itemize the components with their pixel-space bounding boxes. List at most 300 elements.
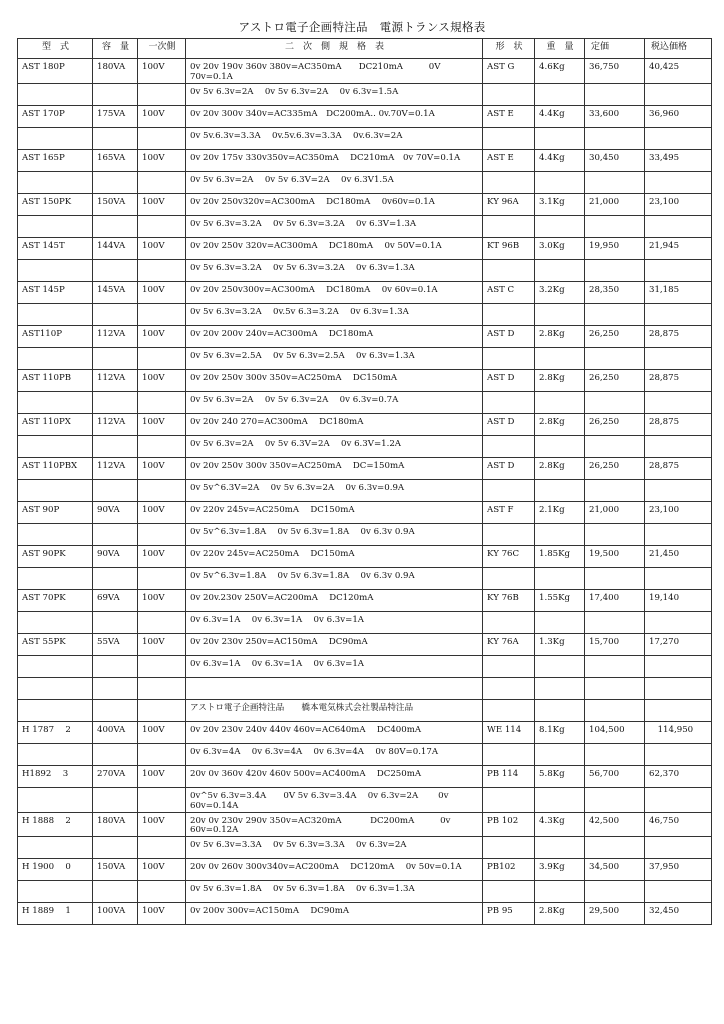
capacity-cell: 100VA (93, 903, 138, 925)
capacity-cell: 270VA (93, 765, 138, 787)
capacity-cell: 144VA (93, 237, 138, 259)
price-cell: 33,600 (585, 105, 645, 127)
primary-cell: 100V (138, 812, 186, 837)
model-cell: AST 70PK (18, 589, 93, 611)
model-cell (18, 523, 93, 545)
weight-cell: 1.55Kg (535, 589, 585, 611)
tax-price-cell (645, 787, 712, 812)
shape-cell: WE 114 (483, 721, 535, 743)
primary-cell (138, 699, 186, 721)
spec-text: 0v 5v^6.3v=1.8A 0v 5v 6.3v=1.8A 0v 6.3v 0.9A (190, 526, 415, 537)
price-cell: 28,350 (585, 281, 645, 303)
header-primary: 一次側 (138, 39, 186, 59)
shape-cell: AST D (483, 325, 535, 347)
capacity-cell: 90VA (93, 545, 138, 567)
spec-text: 0v 20v.230v 250V=AC200mA DC120mA (190, 592, 374, 603)
table-row (18, 523, 712, 545)
table-row (18, 611, 712, 633)
header-capacity: 容 量 (93, 39, 138, 59)
tax-price-cell (645, 435, 712, 457)
shape-cell: AST G (483, 59, 535, 84)
model-cell: AST 180P (18, 59, 93, 84)
tax-price-cell (645, 127, 712, 149)
shape-cell: PB 102 (483, 812, 535, 837)
primary-cell (138, 347, 186, 369)
table-row (18, 215, 712, 237)
capacity-cell (93, 837, 138, 859)
spec-text: 0v 5v 6.3v=2A 0v 5v 6.3v=2A 0v 6.3v=1.5A (190, 86, 399, 97)
capacity-cell: 112VA (93, 413, 138, 435)
shape-cell: PB102 (483, 859, 535, 881)
shape-cell: AST C (483, 281, 535, 303)
weight-cell (535, 743, 585, 765)
primary-cell (138, 303, 186, 325)
capacity-cell (93, 435, 138, 457)
capacity-cell: 400VA (93, 721, 138, 743)
table-row (18, 859, 712, 881)
primary-cell (138, 837, 186, 859)
price-cell (585, 567, 645, 589)
shape-cell (483, 391, 535, 413)
tax-price-cell (645, 655, 712, 677)
price-cell (585, 479, 645, 501)
capacity-cell (93, 677, 138, 699)
weight-cell: 2.8Kg (535, 325, 585, 347)
capacity-cell: 69VA (93, 589, 138, 611)
weight-cell (535, 787, 585, 812)
header-price: 定価 (585, 39, 645, 59)
spec-cell (186, 457, 483, 479)
tax-price-cell: 28,875 (645, 457, 712, 479)
model-cell: AST 150PK (18, 193, 93, 215)
model-cell: AST 55PK (18, 633, 93, 655)
table-row (18, 303, 712, 325)
price-cell: 26,250 (585, 413, 645, 435)
shape-cell (483, 435, 535, 457)
table-row (18, 391, 712, 413)
tax-price-cell: 114,950 (645, 721, 712, 743)
shape-cell (483, 523, 535, 545)
spec-text: 0v 220v 245v=AC250mA DC150mA (190, 504, 355, 515)
shape-cell: AST E (483, 149, 535, 171)
price-cell: 15,700 (585, 633, 645, 655)
price-cell: 26,250 (585, 457, 645, 479)
price-cell (585, 215, 645, 237)
spec-text: 20v 0v 230v 290v 350v=AC320mA DC200mA 0v 60v=0.12A (190, 815, 451, 836)
table-row (18, 837, 712, 859)
shape-cell (483, 303, 535, 325)
model-cell (18, 391, 93, 413)
table-row (18, 347, 712, 369)
header-weight: 重 量 (535, 39, 585, 59)
shape-cell: AST E (483, 105, 535, 127)
primary-cell: 100V (138, 545, 186, 567)
table-row (18, 479, 712, 501)
spec-text: 0v 5v 6.3v=1.8A 0v 5v 6.3v=1.8A 0v 6.3v=1.3A (190, 884, 415, 895)
price-cell: 36,750 (585, 59, 645, 84)
primary-cell (138, 479, 186, 501)
model-cell (18, 171, 93, 193)
price-cell: 30,450 (585, 149, 645, 171)
spec-text: 0v 5v 6.3v=2A 0v 5v 6.3V=2A 0v 6.3V=1.2A (190, 438, 402, 449)
tax-price-cell (645, 523, 712, 545)
spec-cell (186, 881, 483, 903)
weight-cell (535, 215, 585, 237)
spec-cell (186, 347, 483, 369)
primary-cell: 100V (138, 325, 186, 347)
price-cell (585, 611, 645, 633)
spec-text: 0v 20v 175v 330v350v=AC350mA DC210mA 0v 70V=0.1A (190, 152, 461, 163)
capacity-cell (93, 655, 138, 677)
spec-text: 0v 20v 250v 320v=AC300mA DC180mA 0v 50V=0.1A (190, 240, 442, 251)
weight-cell (535, 171, 585, 193)
primary-cell (138, 435, 186, 457)
spec-cell (186, 501, 483, 523)
tax-price-cell (645, 881, 712, 903)
shape-cell (483, 677, 535, 699)
weight-cell: 2.8Kg (535, 413, 585, 435)
primary-cell: 100V (138, 457, 186, 479)
shape-cell (483, 611, 535, 633)
weight-cell (535, 655, 585, 677)
primary-cell (138, 743, 186, 765)
table-row (18, 655, 712, 677)
weight-cell (535, 479, 585, 501)
spec-cell (186, 127, 483, 149)
weight-cell (535, 611, 585, 633)
table-row (18, 127, 712, 149)
spec-text: 0v 20v 250v300v=AC300mA DC180mA 0v 60v=0.1A (190, 284, 438, 295)
table-row (18, 633, 712, 655)
price-cell: 21,000 (585, 193, 645, 215)
tax-price-cell (645, 259, 712, 281)
tax-price-cell: 33,495 (645, 149, 712, 171)
spec-cell (186, 479, 483, 501)
weight-cell: 4.3Kg (535, 812, 585, 837)
capacity-cell: 112VA (93, 369, 138, 391)
tax-price-cell: 28,875 (645, 369, 712, 391)
spec-text: 0v 20v 250v320v=AC300mA DC180mA 0v60v=0.1A (190, 196, 435, 207)
weight-cell (535, 837, 585, 859)
spec-text: 0v 5v^6.3v=1.8A 0v 5v 6.3v=1.8A 0v 6.3v 0.9A (190, 570, 415, 581)
capacity-cell: 150VA (93, 193, 138, 215)
weight-cell (535, 881, 585, 903)
capacity-cell (93, 523, 138, 545)
spec-cell (186, 523, 483, 545)
weight-cell: 1.3Kg (535, 633, 585, 655)
weight-cell: 3.9Kg (535, 859, 585, 881)
header-tax-price: 税込価格 (645, 39, 712, 59)
primary-cell (138, 881, 186, 903)
price-cell (585, 881, 645, 903)
header-shape: 形 状 (483, 39, 535, 59)
shape-cell (483, 787, 535, 812)
weight-cell (535, 127, 585, 149)
table-row (18, 259, 712, 281)
shape-cell (483, 479, 535, 501)
table-row (18, 903, 712, 925)
capacity-cell (93, 171, 138, 193)
spec-cell (186, 59, 483, 84)
model-cell (18, 479, 93, 501)
spec-cell (186, 677, 483, 699)
table-row (18, 193, 712, 215)
shape-cell (483, 171, 535, 193)
capacity-cell: 55VA (93, 633, 138, 655)
spec-text: 0v 20v 300v 340v=AC335mA DC200mA.. 0v.70V=0.1A (190, 108, 435, 119)
table-row (18, 281, 712, 303)
spec-text: 0v 5v 6.3v=2.5A 0v 5v 6.3v=2.5A 0v 6.3v=1.3A (190, 350, 415, 361)
weight-cell (535, 523, 585, 545)
table-row (18, 105, 712, 127)
capacity-cell: 112VA (93, 457, 138, 479)
tax-price-cell (645, 303, 712, 325)
spec-text: 0v 6.3v=1A 0v 6.3v=1A 0v 6.3v=1A (190, 658, 365, 669)
spec-cell (186, 743, 483, 765)
model-cell (18, 787, 93, 812)
table-body (18, 59, 712, 925)
table-row (18, 545, 712, 567)
capacity-cell: 175VA (93, 105, 138, 127)
primary-cell: 100V (138, 413, 186, 435)
tax-price-cell: 23,100 (645, 193, 712, 215)
weight-cell: 3.2Kg (535, 281, 585, 303)
spec-cell (186, 545, 483, 567)
shape-cell: AST D (483, 457, 535, 479)
spec-text: 0v 20v 250v 300v 350v=AC250mA DC150mA (190, 372, 398, 383)
weight-cell (535, 83, 585, 105)
primary-cell (138, 787, 186, 812)
weight-cell: 8.1Kg (535, 721, 585, 743)
shape-cell: PB 95 (483, 903, 535, 925)
price-cell (585, 303, 645, 325)
spec-cell (186, 83, 483, 105)
primary-cell (138, 523, 186, 545)
table-row (18, 149, 712, 171)
shape-cell (483, 259, 535, 281)
price-cell (585, 699, 645, 721)
model-cell (18, 611, 93, 633)
price-cell: 56,700 (585, 765, 645, 787)
table-row (18, 457, 712, 479)
model-cell: AST 165P (18, 149, 93, 171)
spec-cell (186, 413, 483, 435)
spec-text: 20v 0v 260v 300v340v=AC200mA DC120mA 0v 50v=0.1A (190, 862, 462, 873)
shape-cell: KT 96B (483, 237, 535, 259)
weight-cell (535, 435, 585, 457)
spec-text: 0v^5v 6.3v=3.4A 0V 5v 6.3v=3.4A 0v 6.3v=2A 0v 60v=0.14A (190, 790, 449, 811)
tax-price-cell: 32,450 (645, 903, 712, 925)
tax-price-cell (645, 743, 712, 765)
primary-cell (138, 83, 186, 105)
table-row (18, 59, 712, 84)
price-cell (585, 83, 645, 105)
spec-text: 0v 5v 6.3v=2A 0v 5v 6.3V=2A 0v 6.3V1.5A (190, 174, 394, 185)
weight-cell (535, 699, 585, 721)
spec-cell (186, 655, 483, 677)
table-row (18, 699, 712, 721)
weight-cell (535, 259, 585, 281)
capacity-cell (93, 743, 138, 765)
weight-cell: 2.1Kg (535, 501, 585, 523)
weight-cell: 5.8Kg (535, 765, 585, 787)
capacity-cell (93, 83, 138, 105)
model-cell: AST 145P (18, 281, 93, 303)
spec-cell (186, 171, 483, 193)
model-cell (18, 567, 93, 589)
price-cell (585, 347, 645, 369)
model-cell (18, 655, 93, 677)
table-row (18, 567, 712, 589)
capacity-cell: 150VA (93, 859, 138, 881)
spec-cell (186, 812, 483, 837)
primary-cell: 100V (138, 59, 186, 84)
capacity-cell (93, 303, 138, 325)
capacity-cell: 90VA (93, 501, 138, 523)
model-cell: H 1889 1 (18, 903, 93, 925)
table-row (18, 369, 712, 391)
spec-text: 0v 5v^6.3V=2A 0v 5v 6.3v=2A 0v 6.3v=0.9A (190, 482, 405, 493)
table-row (18, 881, 712, 903)
weight-cell (535, 677, 585, 699)
spec-cell (186, 325, 483, 347)
capacity-cell (93, 699, 138, 721)
model-cell: H1892 3 (18, 765, 93, 787)
shape-cell: PB 114 (483, 765, 535, 787)
spec-cell (186, 303, 483, 325)
tax-price-cell (645, 677, 712, 699)
price-cell: 34,500 (585, 859, 645, 881)
price-cell (585, 837, 645, 859)
tax-price-cell: 62,370 (645, 765, 712, 787)
primary-cell: 100V (138, 237, 186, 259)
tax-price-cell: 17,270 (645, 633, 712, 655)
price-cell (585, 435, 645, 457)
price-cell: 17,400 (585, 589, 645, 611)
model-cell (18, 699, 93, 721)
price-cell: 19,500 (585, 545, 645, 567)
spec-text: 0v 20v 230v 250v=AC150mA DC90mA (190, 636, 368, 647)
tax-price-cell: 19,140 (645, 589, 712, 611)
shape-cell: KY 76C (483, 545, 535, 567)
spec-text: 0v 6.3v=1A 0v 6.3v=1A 0v 6.3v=1A (190, 614, 365, 625)
tax-price-cell (645, 837, 712, 859)
tax-price-cell (645, 567, 712, 589)
primary-cell (138, 611, 186, 633)
price-cell (585, 677, 645, 699)
spec-text: 0v 220v 245v=AC250mA DC150mA (190, 548, 355, 559)
tax-price-cell (645, 391, 712, 413)
spec-cell (186, 391, 483, 413)
spec-text: 20v 0v 360v 420v 460v 500v=AC400mA DC250mA (190, 768, 422, 779)
shape-cell: AST F (483, 501, 535, 523)
primary-cell (138, 259, 186, 281)
shape-cell: KY 76A (483, 633, 535, 655)
spec-text: 0v 5v 6.3v=2A 0v 5v 6.3v=2A 0v 6.3v=0.7A (190, 394, 399, 405)
capacity-cell (93, 391, 138, 413)
shape-cell: AST D (483, 413, 535, 435)
primary-cell: 100V (138, 501, 186, 523)
weight-cell: 4.4Kg (535, 105, 585, 127)
table-row (18, 765, 712, 787)
table-row (18, 677, 712, 699)
weight-cell: 4.6Kg (535, 59, 585, 84)
spec-text: 0v 5v 6.3v=3.3A 0v 5v 6.3v=3.3A 0v 6.3v=2A (190, 840, 407, 851)
price-cell: 42,500 (585, 812, 645, 837)
price-cell: 19,950 (585, 237, 645, 259)
table-row (18, 589, 712, 611)
table-row (18, 721, 712, 743)
price-cell: 26,250 (585, 325, 645, 347)
header-model: 型 式 (18, 39, 93, 59)
shape-cell (483, 743, 535, 765)
shape-cell (483, 567, 535, 589)
model-cell: AST 110PBX (18, 457, 93, 479)
primary-cell (138, 677, 186, 699)
table-row (18, 325, 712, 347)
model-cell: AST 110PB (18, 369, 93, 391)
price-cell: 29,500 (585, 903, 645, 925)
tax-price-cell (645, 83, 712, 105)
price-cell (585, 743, 645, 765)
model-cell (18, 83, 93, 105)
weight-cell: 2.8Kg (535, 369, 585, 391)
model-cell (18, 303, 93, 325)
table-row (18, 413, 712, 435)
weight-cell: 2.8Kg (535, 903, 585, 925)
spec-text: 0v 5v.6.3v=3.3A 0v.5v.6.3v=3.3A 0v.6.3v=2A (190, 130, 403, 141)
price-cell (585, 171, 645, 193)
price-cell (585, 259, 645, 281)
capacity-cell: 180VA (93, 812, 138, 837)
capacity-cell (93, 787, 138, 812)
model-cell: H 1888 2 (18, 812, 93, 837)
capacity-cell (93, 881, 138, 903)
spec-text: 0v 5v 6.3v=3.2A 0v 5v 6.3v=3.2A 0v 6.3V=1.3A (190, 218, 417, 229)
capacity-cell: 112VA (93, 325, 138, 347)
weight-cell (535, 391, 585, 413)
capacity-cell (93, 611, 138, 633)
tax-price-cell: 46,750 (645, 812, 712, 837)
capacity-cell: 145VA (93, 281, 138, 303)
model-cell: AST 145T (18, 237, 93, 259)
weight-cell: 1.85Kg (535, 545, 585, 567)
spec-cell (186, 149, 483, 171)
shape-cell (483, 699, 535, 721)
capacity-cell: 180VA (93, 59, 138, 84)
spec-cell (186, 859, 483, 881)
table-row (18, 501, 712, 523)
tax-price-cell (645, 611, 712, 633)
model-cell (18, 677, 93, 699)
spec-cell (186, 633, 483, 655)
primary-cell: 100V (138, 369, 186, 391)
weight-cell: 4.4Kg (535, 149, 585, 171)
spec-cell (186, 787, 483, 812)
primary-cell (138, 567, 186, 589)
weight-cell (535, 347, 585, 369)
model-cell: AST110P (18, 325, 93, 347)
spec-text: 0v 5v 6.3v=3.2A 0v 5v 6.3v=3.2A 0v 6.3v=1.3A (190, 262, 415, 273)
price-cell (585, 655, 645, 677)
spec-cell (186, 721, 483, 743)
shape-cell (483, 83, 535, 105)
tax-price-cell (645, 479, 712, 501)
primary-cell: 100V (138, 633, 186, 655)
model-cell (18, 215, 93, 237)
tax-price-cell: 36,960 (645, 105, 712, 127)
spec-text: アストロ電子企画特注品 橋本電気株式会社製品特注品 (190, 702, 414, 713)
